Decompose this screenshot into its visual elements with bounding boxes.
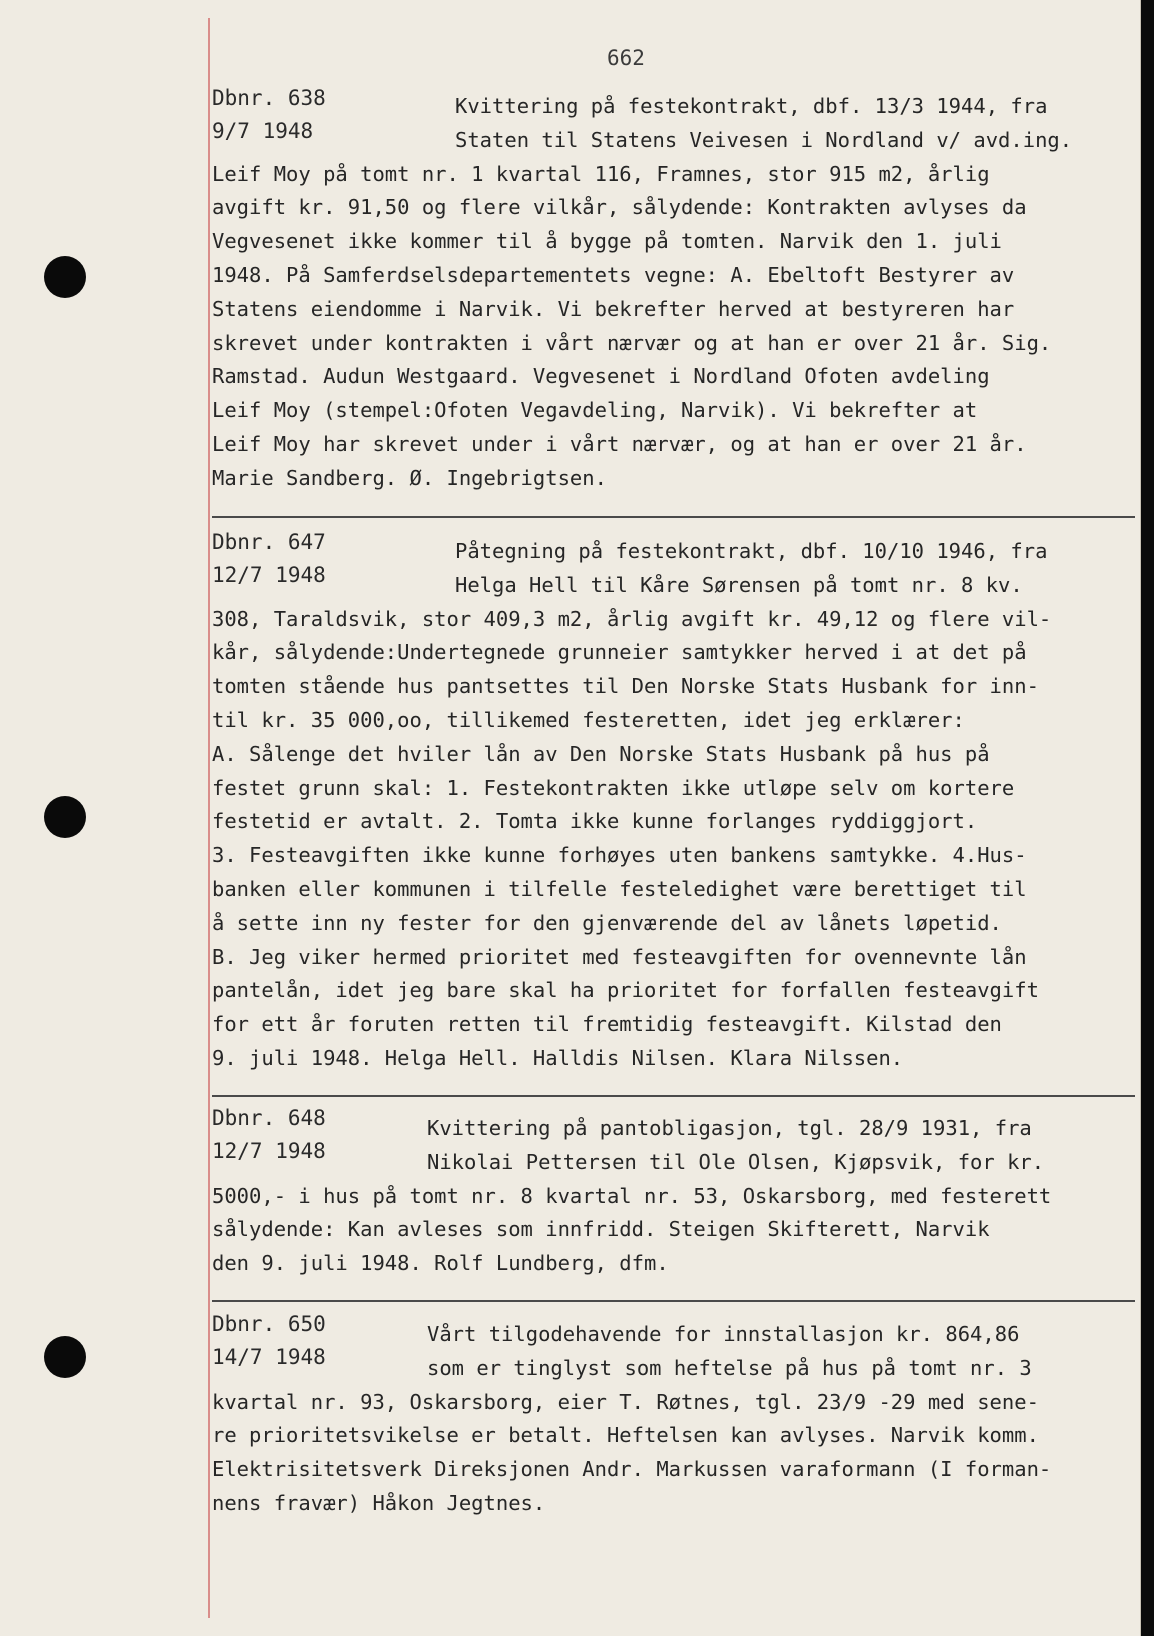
text-line: Kvittering på pantobligasjon, tgl. 28/9 1931, fra: [427, 1116, 1032, 1140]
text-line: B. Jeg viker hermed prioritet med festeavgiften for ovennevnte lån: [212, 944, 1027, 969]
entry-date: 12/7 1948: [212, 1139, 326, 1163]
text-line: 308, Taraldsvik, stor 409,3 m2, årlig avgift kr. 49,12 og flere vil-: [212, 606, 1052, 631]
text-line: Staten til Statens Veivesen i Nordland v/ avd.ing.: [455, 127, 1073, 152]
text-line: A. Sålenge det hviler lån av Den Norske Stats Husbank på hus på: [212, 741, 990, 766]
punch-hole: [44, 1336, 86, 1378]
text-line: Ramstad. Audun Westgaard. Vegvesenet i Nordland Ofoten avdeling: [212, 364, 990, 389]
entry-text: [212, 535, 1140, 1076]
dbnr-label: Dbnr. 638: [212, 86, 326, 110]
text-line: Leif Moy på tomt nr. 1 kvartal 116, Framnes, stor 915 m2, årlig: [212, 161, 990, 186]
text-line: nens fravær) Håkon Jegtnes.: [212, 1490, 546, 1515]
text-line: den 9. juli 1948. Rolf Lundberg, dfm.: [212, 1251, 669, 1276]
dbnr-label: Dbnr. 650: [212, 1312, 326, 1336]
text-line: 3. Festeavgiften ikke kunne forhøyes uten bankens samtykke. 4.Hus-: [212, 843, 1027, 868]
text-line: skrevet under kontrakten i vårt nærvær og at han er over 21 år. Sig.: [212, 330, 1052, 355]
text-line: Helga Hell til Kåre Sørensen på tomt nr. 8 kv.: [455, 572, 1023, 597]
text-line: re prioritetsvikelse er betalt. Heftelsen kan avlyses. Narvik komm.: [212, 1423, 1039, 1448]
text-line: banken eller kommunen i tilfelle festeledighet være berettiget til: [212, 876, 1027, 901]
text-line: tomten stående hus pantsettes til Den Norske Stats Husbank for inn-: [212, 674, 1039, 699]
margin-rule: [208, 18, 210, 1618]
punch-hole: [44, 796, 86, 838]
entry-separator: [212, 1300, 1135, 1302]
text-line: kår, sålydende:Undertegnede grunneier samtykker herved i at det på: [212, 640, 1027, 665]
text-line: Påtegning på festekontrakt, dbf. 10/10 1946, fra: [455, 539, 1048, 563]
page-number: 662: [607, 46, 645, 70]
text-line: til kr. 35 000,oo, tillikemed festeretten, idet jeg erklærer:: [212, 707, 965, 732]
text-line: Nikolai Pettersen til Ole Olsen, Kjøpsvik, for kr.: [427, 1149, 1045, 1174]
text-line: Marie Sandberg. Ø. Ingebrigtsen.: [212, 465, 607, 490]
text-line: sålydende: Kan avleses som innfridd. Steigen Skifterett, Narvik: [212, 1217, 990, 1242]
dbnr-label: Dbnr. 647: [212, 530, 326, 554]
dbnr-label: Dbnr. 648: [212, 1106, 326, 1130]
entry-separator: [212, 1095, 1135, 1097]
text-line: pantelån, idet jeg bare skal ha prioritet for forfallen festeavgift: [212, 978, 1039, 1003]
entry-separator: [212, 516, 1135, 518]
text-line: Leif Moy har skrevet under i vårt nærvær, og at han er over 21 år.: [212, 431, 1027, 456]
entry-date: 9/7 1948: [212, 119, 314, 143]
entry-date: 12/7 1948: [212, 563, 326, 587]
text-line: 9. juli 1948. Helga Hell. Halldis Nilsen. Klara Nilssen.: [212, 1045, 904, 1070]
text-line: å sette inn ny fester for den gjenværende del av lånets løpetid.: [212, 910, 1002, 935]
text-line: 5000,- i hus på tomt nr. 8 kvartal nr. 53, Oskarsborg, med festerett: [212, 1183, 1052, 1208]
punch-hole: [44, 256, 86, 298]
entry-text: [212, 90, 1140, 496]
text-line: som er tinglyst som heftelse på hus på tomt nr. 3: [427, 1355, 1032, 1380]
text-line: festet grunn skal: 1. Festekontrakten ikke utløpe selv om kortere: [212, 775, 1015, 800]
text-line: Statens eiendomme i Narvik. Vi bekrefter herved at bestyreren har: [212, 296, 1015, 321]
text-line: Vårt tilgodehavende for innstallasjon kr. 864,86: [427, 1322, 1020, 1346]
text-line: Kvittering på festekontrakt, dbf. 13/3 1944, fra: [455, 94, 1048, 118]
text-line: festetid er avtalt. 2. Tomta ikke kunne forlanges ryddiggjort.: [212, 809, 978, 834]
text-line: Elektrisitetsverk Direksjonen Andr. Markussen varaformann (I forman-: [212, 1457, 1052, 1482]
text-line: Vegvesenet ikke kommer til å bygge på tomten. Narvik den 1. juli: [212, 229, 1002, 254]
entry-text: [212, 1112, 1140, 1281]
text-line: avgift kr. 91,50 og flere vilkår, sålydende: Kontrakten avlyses da: [212, 195, 1027, 220]
text-line: 1948. På Samferdselsdepartementets vegne: A. Ebeltoft Bestyrer av: [212, 262, 1015, 287]
text-line: Leif Moy (stempel:Ofoten Vegavdeling, Narvik). Vi bekrefter at: [212, 398, 978, 423]
entry-date: 14/7 1948: [212, 1345, 326, 1369]
text-line: for ett år foruten retten til fremtidig festeavgift. Kilstad den: [212, 1012, 1002, 1037]
entry-text: [212, 1318, 1140, 1521]
text-line: kvartal nr. 93, Oskarsborg, eier T. Røtnes, tgl. 23/9 -29 med sene-: [212, 1389, 1039, 1414]
